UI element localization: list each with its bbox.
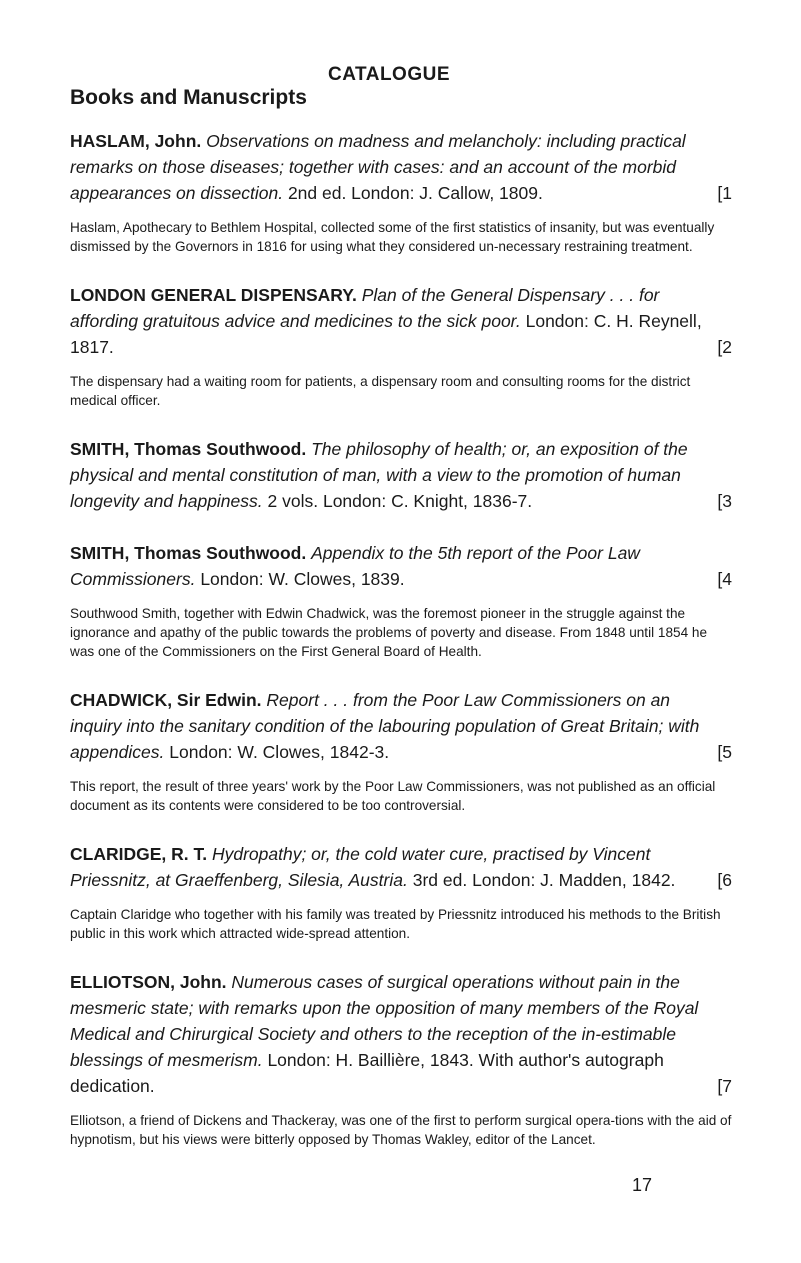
entry-title: Numerous cases of surgical operations without pain in the mesmeric state; with remarks upon the opposition of many members of the Royal Medical and Chirurgical Society and others to the reception of the in-estimable blessings of mesmerism.: [70, 972, 699, 1070]
catalogue-entry: [70, 841, 732, 943]
entry-number: [2: [717, 337, 732, 357]
section-title: Books and Manuscripts: [70, 86, 307, 109]
entry-note: Elliotson, a friend of Dickens and Thackeray, was one of the first to perform surgical opera-tions with the aid of hypnotism, but his views were bitterly opposed by Thomas Wakley, editor of the Lancet.: [70, 1113, 732, 1147]
entry-note: The dispensary had a waiting room for patients, a dispensary room and consulting rooms for the district medical officer.: [70, 374, 691, 408]
entry-citation: [70, 969, 732, 1099]
catalogue-entry: [70, 282, 732, 410]
entry-title: Observations on madness and melancholy: including practical remarks on those diseases; together with cases: and an account of the morbid appearances on dissection.: [70, 131, 686, 203]
catalogue-entry: [70, 969, 732, 1149]
entry-author: CHADWICK, Sir Edwin.: [70, 690, 262, 710]
catalogue-entries: [70, 128, 732, 1175]
entry-details: London: W. Clowes, 1839.: [200, 569, 405, 589]
entry-citation: [70, 128, 732, 206]
catalogue-entry: [70, 687, 732, 815]
entry-number: [4: [717, 569, 732, 589]
catalogue-entry: [70, 540, 732, 661]
catalogue-entry: [70, 128, 732, 256]
entry-number: [3: [717, 491, 732, 511]
entry-details: 3rd ed. London: J. Madden, 1842.: [412, 870, 676, 890]
entry-author: LONDON GENERAL DISPENSARY.: [70, 285, 357, 305]
entry-note: Captain Claridge who together with his family was treated by Priessnitz introduced his methods to the British public in this work which attracted wide-spread attention.: [70, 907, 721, 941]
entry-title: Report . . . from the Poor Law Commissioners on an inquiry into the sanitary condition of the labouring population of Great Britain; with appendices.: [70, 690, 700, 762]
entry-number: [1: [717, 183, 732, 203]
entry-number: [5: [717, 742, 732, 762]
entry-citation: [70, 841, 732, 893]
entry-note: This report, the result of three years' work by the Poor Law Commissioners, was not published as an official document as its contents were considered to be too controversial.: [70, 779, 716, 813]
entry-author: HASLAM, John.: [70, 131, 202, 151]
entry-author: ELLIOTSON, John.: [70, 972, 227, 992]
entry-title: The philosophy of health; or, an exposition of the physical and mental constitution of man, with a view to the promotion of human longevity and happiness.: [70, 439, 688, 511]
entry-author: CLARIDGE, R. T.: [70, 844, 208, 864]
entry-title: Appendix to the 5th report of the Poor Law Commissioners.: [70, 543, 640, 589]
entry-details: 2 vols. London: C. Knight, 1836-7.: [267, 491, 533, 511]
entry-citation: [70, 687, 732, 765]
entry-details: London: W. Clowes, 1842-3.: [169, 742, 390, 762]
catalogue-entry: [70, 436, 732, 514]
entry-citation: [70, 540, 732, 592]
entry-note: Haslam, Apothecary to Bethlem Hospital, collected some of the first statistics of insanity, but was eventually dismissed by the Governors in 1816 for using what they considered un-necessary restraining treatment.: [70, 220, 715, 254]
entry-author: SMITH, Thomas Southwood.: [70, 439, 307, 459]
entry-number: [6: [717, 870, 732, 890]
catalogue-heading: CATALOGUE: [328, 64, 451, 85]
entry-note: Southwood Smith, together with Edwin Chadwick, was the foremost pioneer in the struggle against the ignorance and apathy of the public towards the problems of poverty and disease. From 1848 until 1854 he was one of the Commissioners on the First General Board of Health.: [70, 606, 708, 659]
entry-details: London: C. H. Reynell, 1817.: [70, 311, 702, 357]
entry-title: Plan of the General Dispensary . . . for affording gratuitous advice and medicines to the sick poor.: [70, 285, 660, 331]
entry-citation: [70, 436, 732, 514]
entry-title: Hydropathy; or, the cold water cure, practised by Vincent Priessnitz, at Graeffenberg, Silesia, Austria.: [70, 844, 651, 890]
entry-details: London: H. Baillière, 1843. With author's autograph dedication.: [70, 1050, 664, 1096]
entry-citation: [70, 282, 732, 360]
entry-details: 2nd ed. London: J. Callow, 1809.: [287, 183, 543, 203]
entry-number: [7: [717, 1076, 732, 1096]
page-number: 17: [632, 1175, 653, 1195]
entry-author: SMITH, Thomas Southwood.: [70, 543, 307, 563]
